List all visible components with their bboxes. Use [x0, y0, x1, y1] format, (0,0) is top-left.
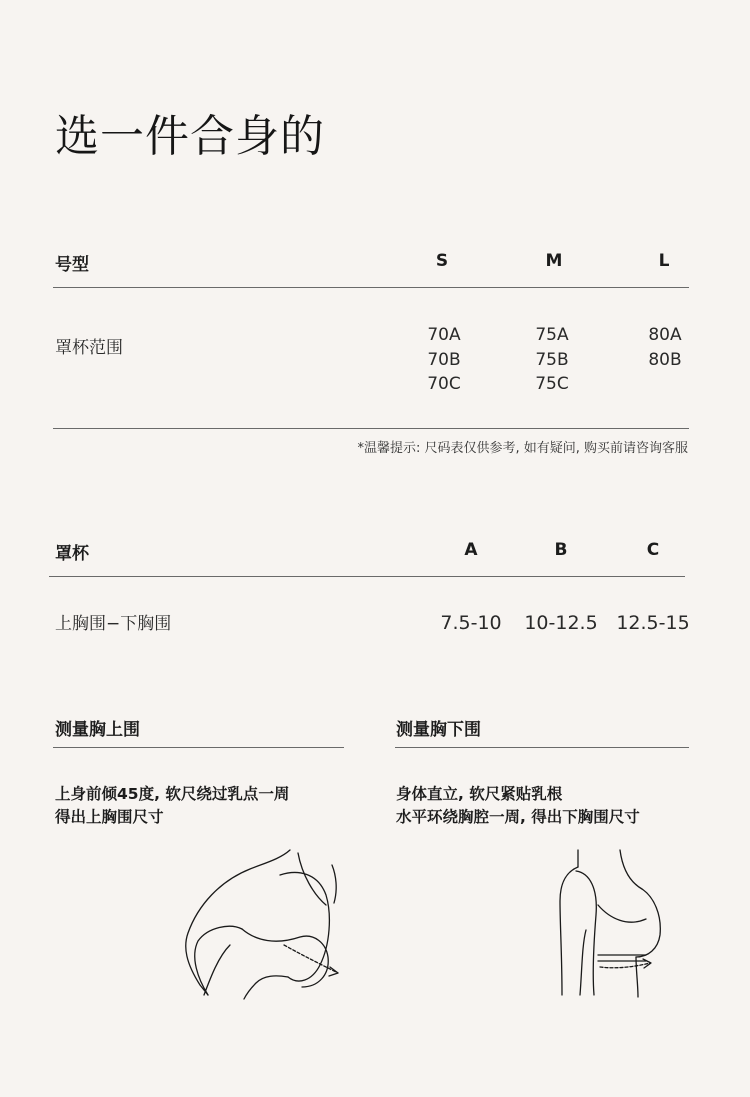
upper-bust-illustration	[180, 845, 350, 1000]
cup-c-range: 12.5-15	[616, 612, 690, 634]
cup-a-range: 7.5-10	[440, 612, 502, 634]
cup-value: 70A	[427, 325, 461, 345]
size-table-divider-bottom	[53, 428, 689, 429]
lower-bust-illustration	[550, 845, 670, 1000]
instruction-line: 水平环绕胸腔一周, 得出下胸围尺寸	[396, 808, 640, 826]
cup-value: 75C	[535, 374, 569, 394]
measure-lower-divider	[395, 747, 689, 748]
cup-table-divider	[49, 576, 685, 577]
cup-table-header-label: 罩杯	[55, 544, 89, 564]
size-col-l: L	[658, 251, 670, 271]
cup-value: 80B	[648, 349, 682, 370]
instruction-line: 身体直立, 软尺紧贴乳根	[396, 785, 563, 803]
size-table-header-label: 号型	[55, 255, 89, 275]
cup-value: 75B	[535, 349, 569, 370]
cup-value: 70B	[427, 349, 461, 370]
cup-col-b: B	[554, 540, 568, 560]
size-col-s: S	[435, 251, 449, 271]
measure-upper-heading: 测量胸上围	[55, 720, 140, 740]
size-l-cups	[638, 323, 692, 372]
cup-value: 70C	[427, 374, 461, 394]
cup-range-label: 罩杯范围	[55, 338, 123, 358]
size-m-cups	[525, 323, 579, 397]
measure-lower-instructions	[396, 783, 640, 829]
cup-b-range: 10-12.5	[524, 612, 598, 634]
cup-value: 80A	[648, 325, 682, 345]
size-note: *温馨提示: 尺码表仅供参考, 如有疑问, 购买前请咨询客服	[357, 441, 688, 456]
cup-value: 75A	[535, 325, 569, 345]
size-s-cups	[417, 323, 471, 397]
instruction-line: 上身前倾45度, 软尺绕过乳点一周	[55, 785, 290, 803]
measure-upper-divider	[53, 747, 344, 748]
cup-col-c: C	[646, 540, 660, 560]
page-title: 选一件合身的	[55, 111, 325, 162]
bust-difference-label: 上胸围−下胸围	[55, 614, 172, 634]
size-table-divider-top	[53, 287, 689, 288]
cup-col-a: A	[464, 540, 478, 560]
measure-upper-instructions	[55, 783, 289, 829]
size-col-m: M	[545, 251, 563, 271]
measure-lower-heading: 测量胸下围	[396, 720, 481, 740]
instruction-line: 得出上胸围尺寸	[55, 808, 164, 826]
